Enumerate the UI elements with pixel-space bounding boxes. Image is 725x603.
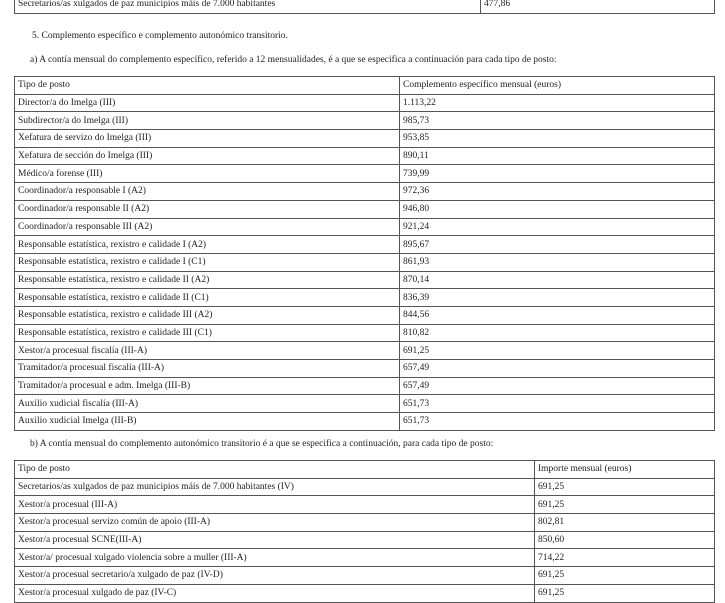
cell-amount: 850,60 [535, 531, 715, 549]
table-header-row [15, 77, 715, 95]
cell-post-type: Tramitador/a procesual e adm. Imelga (III-B) [15, 377, 400, 395]
table-row [15, 147, 715, 165]
cell-post-type: Auxilio xudicial Imelga (III-B) [15, 413, 400, 431]
table-row [15, 94, 715, 112]
table-row [15, 236, 715, 254]
table-row [15, 395, 715, 413]
specific-complement-table [14, 76, 715, 431]
table-row [15, 496, 715, 514]
column-header-post-type: Tipo de posto [15, 77, 400, 95]
table-row [15, 413, 715, 431]
table-row [15, 478, 715, 496]
cell-amount: 810,82 [400, 324, 715, 342]
cell-post-type: Xestor/a procesual (III-A) [15, 496, 535, 514]
cell-amount: 651,73 [400, 413, 715, 431]
cell-post-type: Xestor/a procesual SCNE(III-A) [15, 531, 535, 549]
cell-amount: 1.113,22 [400, 94, 715, 112]
table-row [15, 377, 715, 395]
table-row [15, 306, 715, 324]
cell-amount: 844,56 [400, 306, 715, 324]
cell-amount: 691,25 [400, 342, 715, 360]
table-row [15, 112, 715, 130]
cell-post-type: Xestor/a procesual servizo común de apoio (III-A) [15, 514, 535, 532]
cell-amount: 953,85 [400, 130, 715, 148]
table-row [15, 165, 715, 183]
previous-table-fragment [14, 0, 715, 14]
cell-post-type: Tramitador/a procesual fiscalía (III-A) [15, 360, 400, 378]
cell-post-type: Director/a do Imelga (III) [15, 94, 400, 112]
table-row [15, 531, 715, 549]
table-row [15, 130, 715, 148]
column-header-post-type: Tipo de posto [15, 461, 535, 479]
table-row [15, 324, 715, 342]
cell-amount: 657,49 [400, 377, 715, 395]
cell-amount: 870,14 [400, 271, 715, 289]
table-row [15, 514, 715, 532]
cell-amount: 651,73 [400, 395, 715, 413]
cell-amount: 739,99 [400, 165, 715, 183]
cell-amount: 657,49 [400, 360, 715, 378]
table-row [15, 342, 715, 360]
table-row [15, 0, 715, 14]
table-header-row [15, 461, 715, 479]
table-row [15, 584, 715, 602]
table-row [15, 289, 715, 307]
cell-post-type: Responsable estatística, rexistro e calidade I (C1) [15, 253, 400, 271]
cell-post-type: Coordinador/a responsable II (A2) [15, 200, 400, 218]
cell-amount: 890,11 [400, 147, 715, 165]
cell-amount: 691,25 [535, 496, 715, 514]
cell-post-type: Responsable estatística, rexistro e calidade I (A2) [15, 236, 400, 254]
cell-amount: 921,24 [400, 218, 715, 236]
cell-post-type: Responsable estatística, rexistro e calidade III (C1) [15, 324, 400, 342]
cell-amount: 802,81 [535, 514, 715, 532]
cell-post-type: Xefatura de servizo do Imelga (III) [15, 130, 400, 148]
cell-amount: 985,73 [400, 112, 715, 130]
cell-amount: 861,93 [400, 253, 715, 271]
table-row [15, 218, 715, 236]
cell-post-type: Responsable estatística, rexistro e calidade II (C1) [15, 289, 400, 307]
paragraph-a: a) A contía mensual do complemento específico, referido a 12 mensualidades, é a que se especifica a continuación para cada tipo de posto: [30, 55, 557, 65]
table-row [15, 360, 715, 378]
cell-post-type: Xestor/a/ procesual xulgado violencia sobre a muller (III-A) [15, 549, 535, 567]
cell-post-type: Auxilio xudicial fiscalía (III-A) [15, 395, 400, 413]
table-row [15, 253, 715, 271]
cell-amount: 714,22 [535, 549, 715, 567]
specific-complement-table-header [15, 77, 715, 95]
table-row [15, 271, 715, 289]
cell-post-type: Xestor/a procesual xulgado de paz (IV-C) [15, 584, 535, 602]
cell-post-type: Subdirector/a do Imelga (III) [15, 112, 400, 130]
cell-post-type: Coordinador/a responsable I (A2) [15, 183, 400, 201]
cell-post-type: Secretarios/as xulgados de paz municipios máis de 7.000 habitantes [15, 0, 481, 14]
cell-post-type: Coordinador/a responsable III (A2) [15, 218, 400, 236]
cell-post-type: Responsable estatística, rexistro e calidade II (A2) [15, 271, 400, 289]
cell-amount: 895,67 [400, 236, 715, 254]
cell-post-type: Secretarios/as xulgados de paz municipios máis de 7.000 habitantes (IV) [15, 478, 535, 496]
transitional-complement-table-body [15, 478, 715, 602]
table-row [15, 183, 715, 201]
cell-amount: 836,39 [400, 289, 715, 307]
specific-complement-table-body [15, 94, 715, 430]
cell-amount: 946,80 [400, 200, 715, 218]
section-heading: 5. Complemento específico e complemento autonómico transitorio. [32, 31, 288, 41]
cell-post-type: Médico/a forense (III) [15, 165, 400, 183]
previous-table-body [15, 0, 715, 14]
cell-amount: 972,36 [400, 183, 715, 201]
column-header-monthly-amount: Importe mensual (euros) [535, 461, 715, 479]
cell-post-type: Xestor/a procesual fiscalía (III-A) [15, 342, 400, 360]
paragraph-b: b) A contía mensual do complemento autonómico transitorio é a que se especifica a continuación, para cada tipo de posto: [30, 439, 494, 449]
cell-post-type: Xestor/a procesual secretario/a xulgado de paz (IV-D) [15, 567, 535, 585]
cell-amount: 691,25 [535, 478, 715, 496]
cell-amount: 477,86 [481, 0, 715, 14]
transitional-complement-table [14, 460, 715, 603]
cell-amount: 691,25 [535, 567, 715, 585]
table-row [15, 567, 715, 585]
transitional-complement-table-header [15, 461, 715, 479]
table-row [15, 200, 715, 218]
cell-amount: 691,25 [535, 584, 715, 602]
cell-post-type: Xefatura de sección do Imelga (III) [15, 147, 400, 165]
cell-post-type: Responsable estatística, rexistro e calidade III (A2) [15, 306, 400, 324]
table-row [15, 549, 715, 567]
column-header-monthly-amount: Complemento específico mensual (euros) [400, 77, 715, 95]
